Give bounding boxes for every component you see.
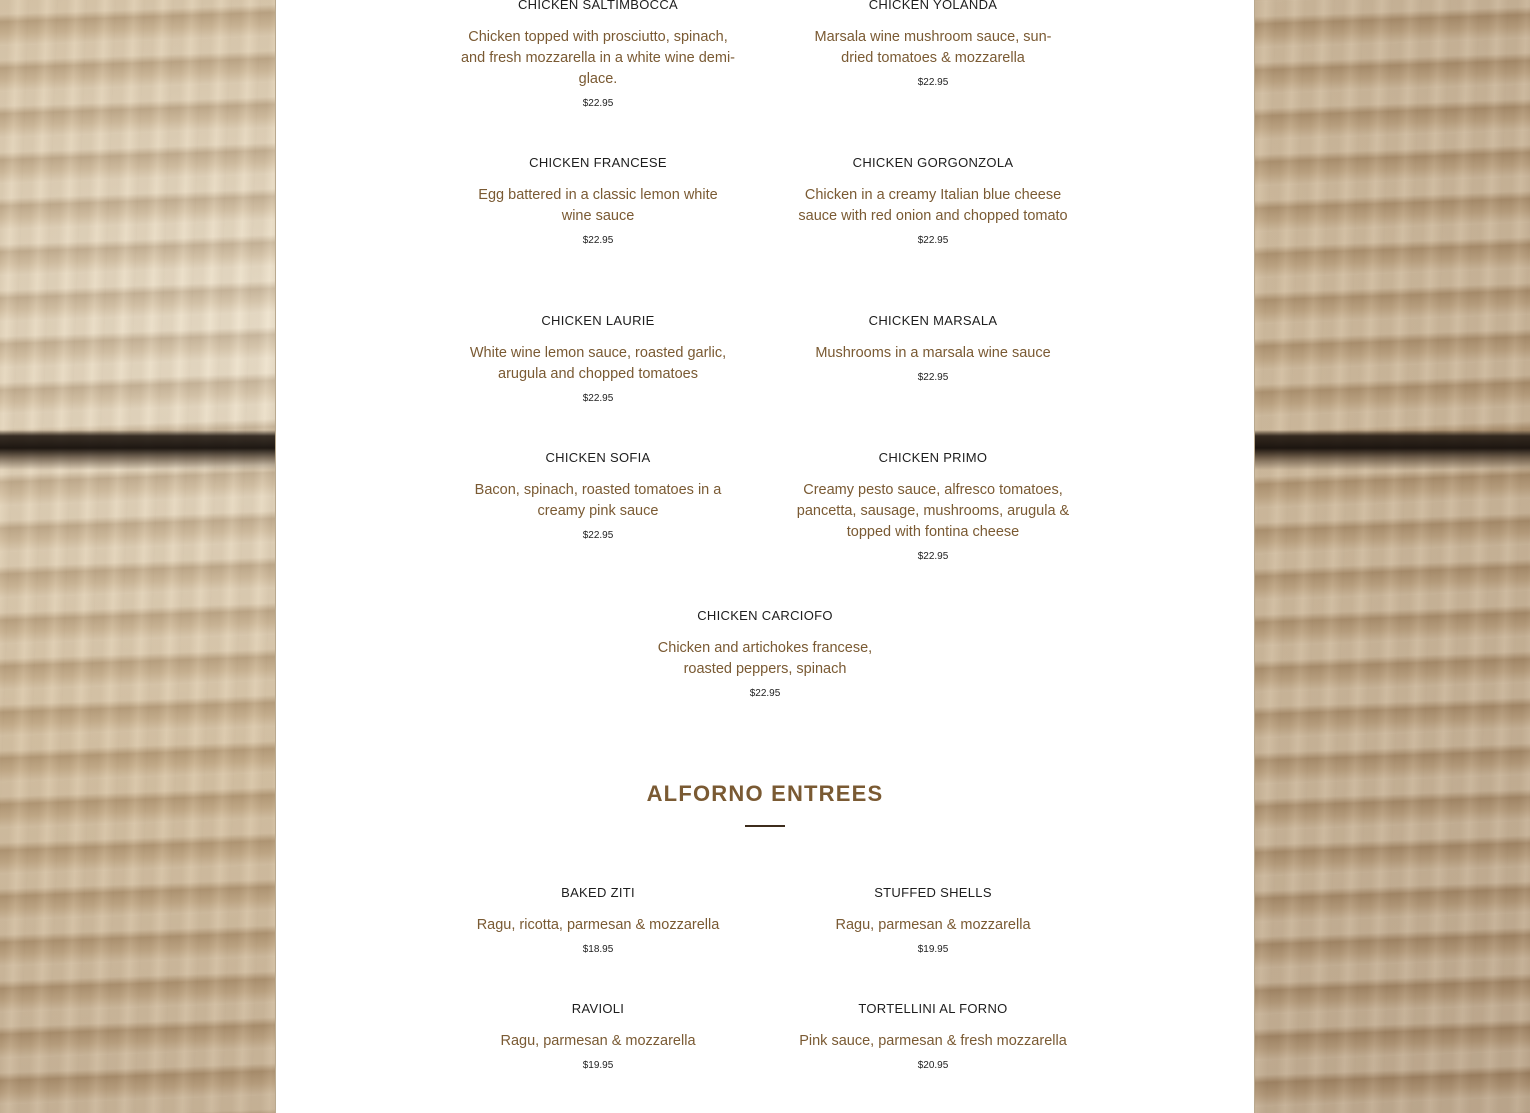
menu-item-chicken-laurie <box>458 313 738 405</box>
item-name: STUFFED SHELLS <box>874 885 992 900</box>
item-description: Chicken and artichokes francese, roasted peppers, spinach <box>657 640 873 677</box>
menu-item-chicken-marsala <box>798 313 1068 384</box>
menu-item-stuffed-shells <box>793 885 1073 956</box>
item-description: Bacon, spinach, roasted tomatoes in a creamy pink sauce <box>474 482 722 519</box>
menu-panel <box>275 0 1255 1113</box>
item-price: $19.95 <box>582 1060 614 1071</box>
menu-item-chicken-primo <box>793 450 1073 563</box>
item-name: CHICKEN SOFIA <box>545 450 651 465</box>
item-description: Ragu, parmesan & mozzarella <box>500 1033 696 1049</box>
item-description: White wine lemon sauce, roasted garlic, arugula and chopped tomatoes <box>469 345 727 382</box>
item-name: CHICKEN FRANCESE <box>529 155 667 170</box>
item-name: CHICKEN MARSALA <box>868 313 998 328</box>
item-name: CHICKEN LAURIE <box>541 313 655 328</box>
item-description: Chicken in a creamy Italian blue cheese sauce with red onion and chopped tomato <box>798 187 1068 224</box>
item-name: CHICKEN CARCIOFO <box>697 608 833 623</box>
item-price: $22.95 <box>582 98 614 109</box>
item-description: Chicken topped with prosciutto, spinach, and fresh mozzarella in a white wine demi-glace. <box>460 29 735 87</box>
menu-item-chicken-sofia <box>463 450 733 542</box>
item-name: RAVIOLI <box>571 1001 625 1016</box>
section-divider <box>745 825 785 827</box>
item-price: $20.95 <box>917 1060 949 1071</box>
menu-item-chicken-francese <box>468 155 728 247</box>
section-title-alforno-entrees: ALFORNO ENTREES <box>646 781 884 806</box>
item-description: Creamy pesto sauce, alfresco tomatoes, pancetta, sausage, mushrooms, arugula & topped with fontina cheese <box>796 482 1070 540</box>
menu-item-chicken-carciofo <box>640 608 890 700</box>
menu-item-chicken-yolanda <box>803 0 1063 89</box>
item-price: $22.95 <box>917 551 949 562</box>
item-name: CHICKEN YOLANDA <box>868 0 998 12</box>
item-name: CHICKEN SALTIMBOCCA <box>517 0 679 12</box>
item-price: $18.95 <box>582 944 614 955</box>
menu-item-tortellini-al-forno <box>783 1001 1083 1072</box>
menu-item-baked-ziti <box>458 885 738 956</box>
item-description: Ragu, ricotta, parmesan & mozzarella <box>476 917 720 933</box>
menu-item-chicken-saltimbocca <box>458 0 738 110</box>
item-price: $22.95 <box>582 393 614 404</box>
menu-item-chicken-gorgonzola <box>798 155 1068 247</box>
item-description: Egg battered in a classic lemon white wine sauce <box>478 187 718 224</box>
item-description: Mushrooms in a marsala wine sauce <box>815 345 1051 361</box>
item-description: Ragu, parmesan & mozzarella <box>835 917 1031 933</box>
item-price: $22.95 <box>917 372 949 383</box>
item-price: $22.95 <box>917 235 949 246</box>
item-name: TORTELLINI AL FORNO <box>858 1001 1008 1016</box>
menu-item-ravioli <box>458 1001 738 1072</box>
item-price: $22.95 <box>749 688 781 699</box>
item-price: $22.95 <box>917 77 949 88</box>
item-name: CHICKEN GORGONZOLA <box>852 155 1014 170</box>
item-name: CHICKEN PRIMO <box>878 450 988 465</box>
item-description: Marsala wine mushroom sauce, sun-dried tomatoes & mozzarella <box>814 29 1052 66</box>
item-price: $22.95 <box>582 235 614 246</box>
item-price: $19.95 <box>917 944 949 955</box>
item-description: Pink sauce, parmesan & fresh mozzarella <box>799 1033 1067 1049</box>
item-price: $22.95 <box>582 530 614 541</box>
item-name: BAKED ZITI <box>561 885 635 900</box>
